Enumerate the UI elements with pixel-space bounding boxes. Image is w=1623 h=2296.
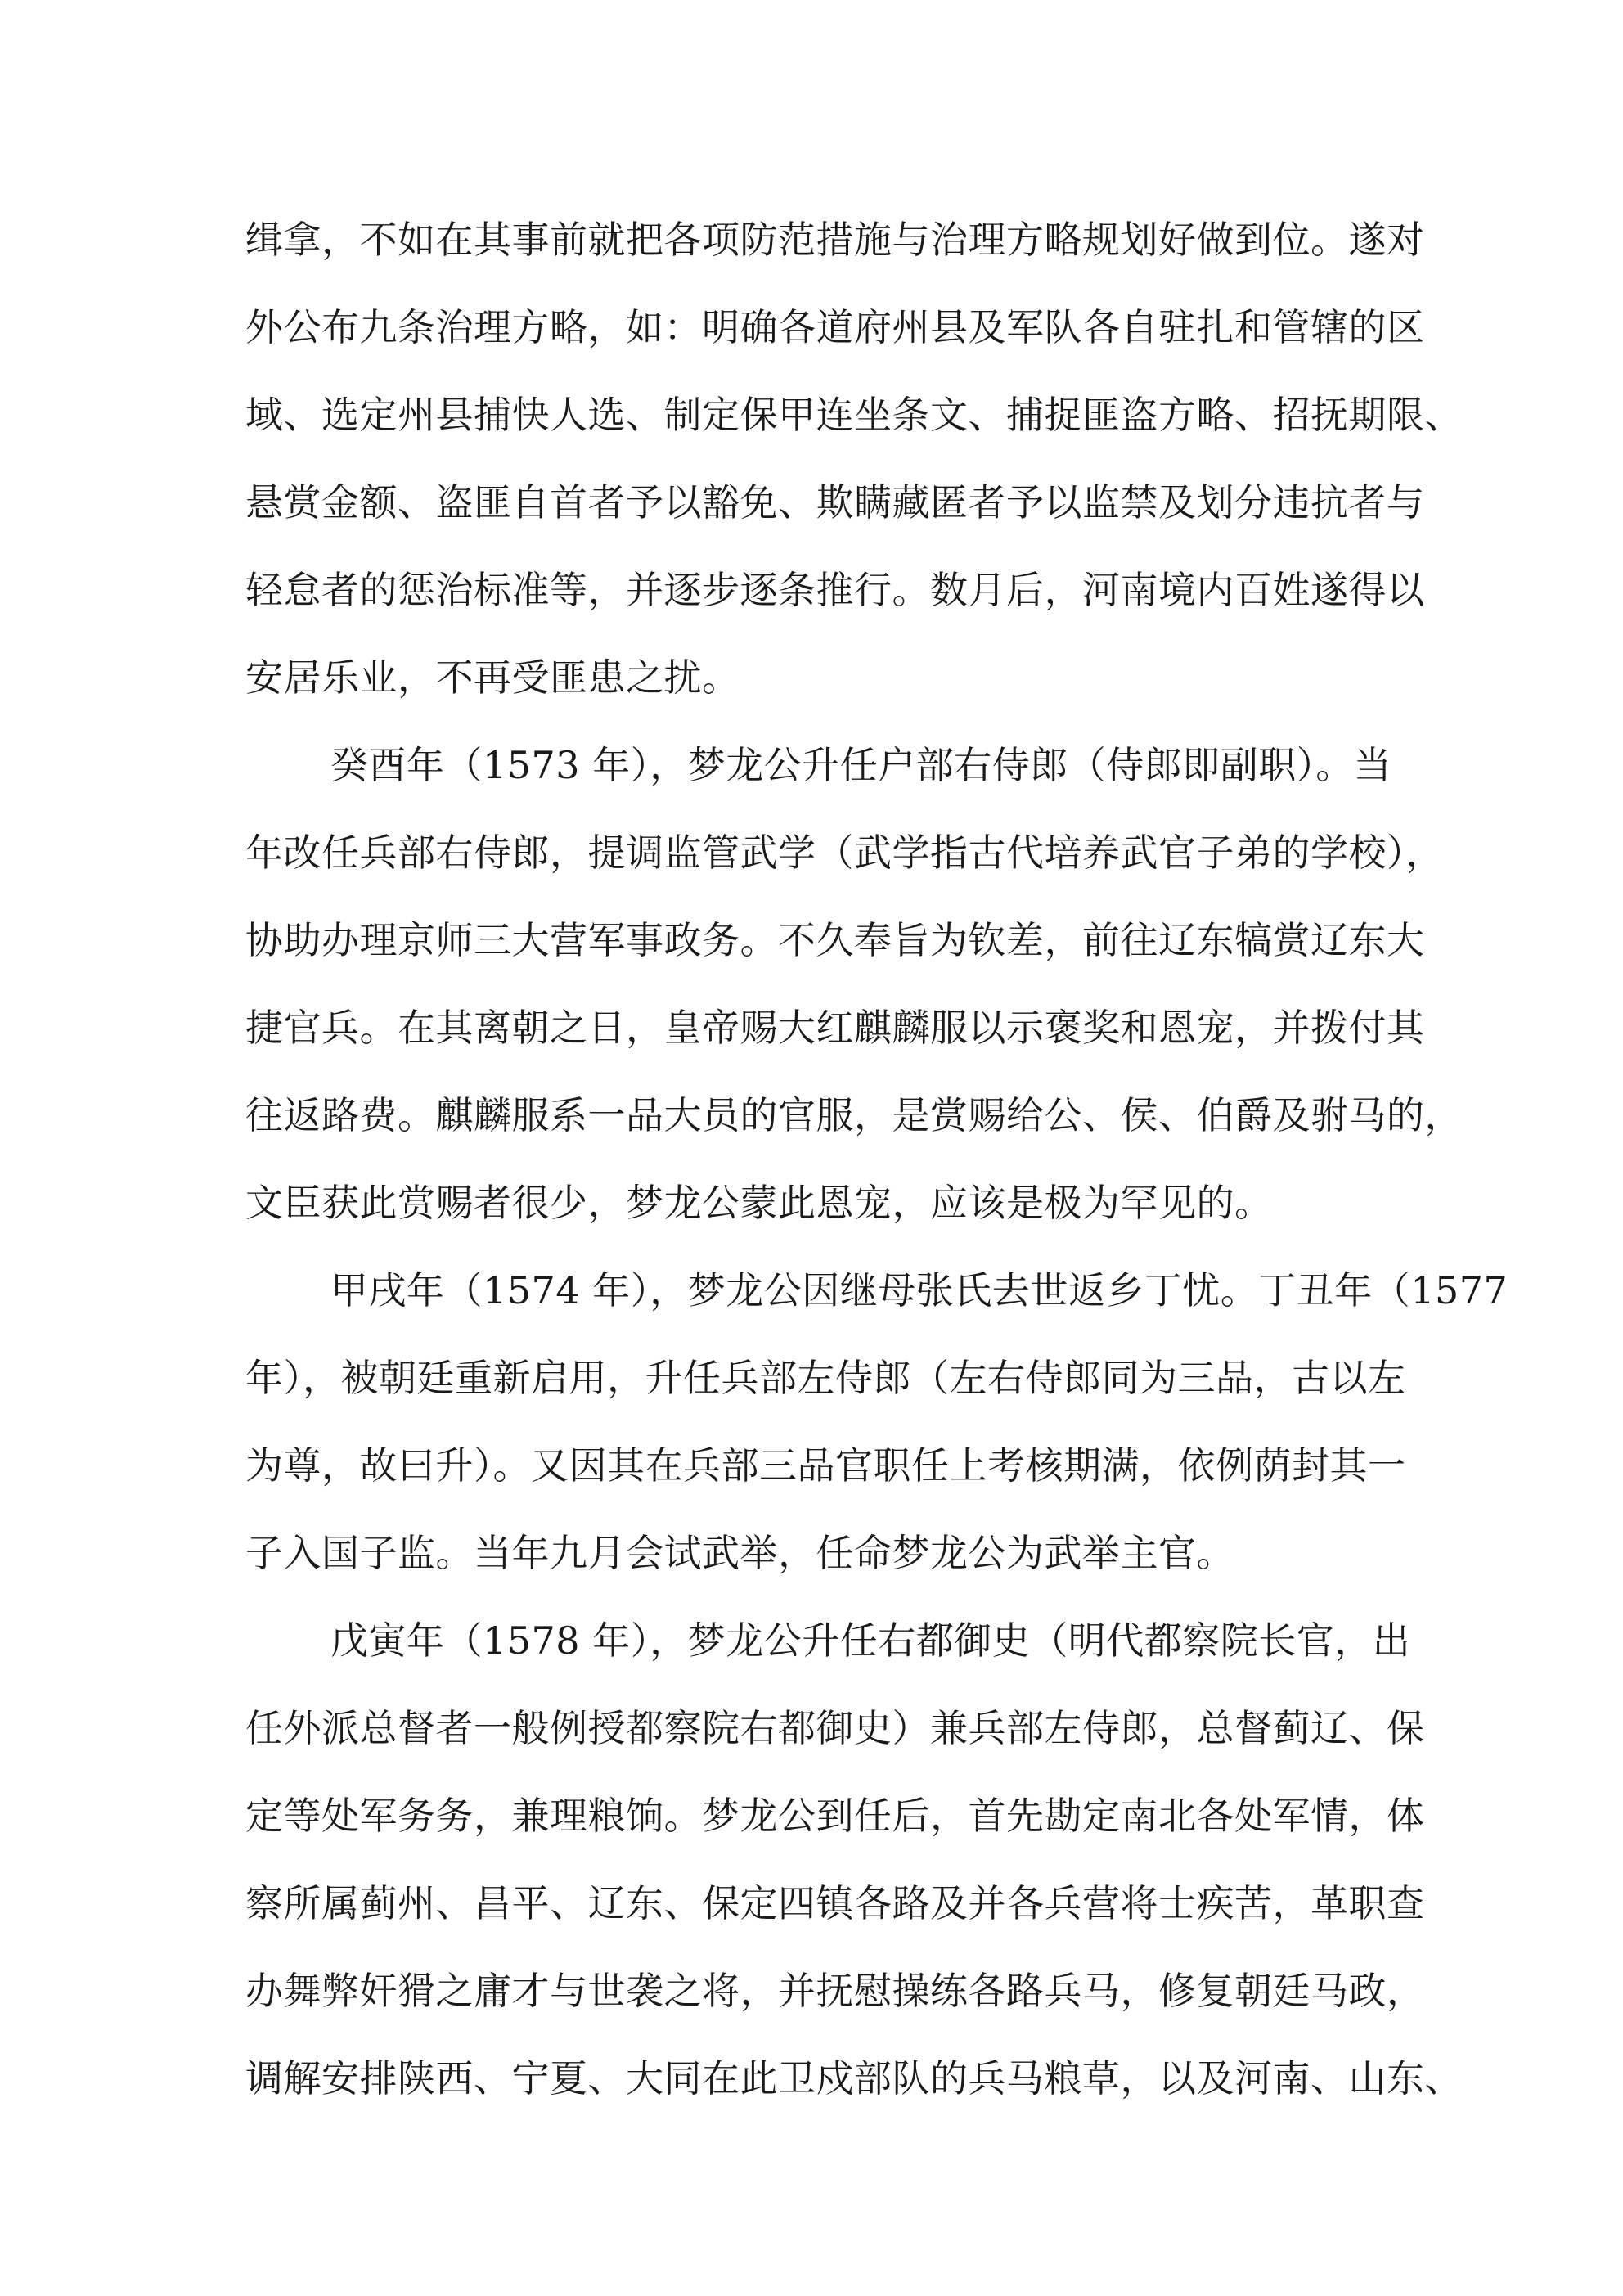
- text-line: 年改任兵部右侍郎，提调监管武学（武学指古代培养武官子弟的学校），: [245, 831, 1444, 875]
- text-line: 察所属蓟州、昌平、辽东、保定四镇各路及并各兵营将士疾苦，革职查: [245, 1881, 1425, 1925]
- text-line: 办舞弊奸猾之庸才与世袭之将，并抚慰操练各路兵马，修复朝廷马政，: [245, 1969, 1425, 2013]
- text-line: 子入国子监。当年九月会试武举，任命梦龙公为武举主官。: [245, 1531, 1234, 1575]
- paragraph-3: [245, 1247, 1508, 1597]
- document-body: [245, 196, 1508, 2123]
- text-line: 缉拿，不如在其事前就把各项防范措施与治理方略规划好做到位。遂对: [245, 218, 1425, 262]
- text-line: 外公布九条治理方略，如：明确各道府州县及军队各自驻扎和管辖的区: [245, 305, 1425, 349]
- text-line: 协助办理京师三大营军事政务。不久奉旨为钦差，前往辽东犒赏辽东大: [245, 918, 1425, 962]
- text-line: 甲戌年（1574 年），梦龙公因继母张氏去世返乡丁忧。丁丑年（1577: [330, 1268, 1508, 1312]
- text-line: 捷官兵。在其离朝之日，皇帝赐大红麒麟服以示褒奖和恩宠，并拨付其: [245, 1006, 1425, 1050]
- text-line: 癸酉年（1573 年），梦龙公升任户部右侍郎（侍郎即副职）。当: [330, 743, 1392, 787]
- paragraph-1: [245, 196, 1463, 722]
- text-line: 定等处军务务，兼理粮饷。梦龙公到任后，首先勘定南北各处军情，体: [245, 1794, 1425, 1838]
- text-line: 安居乐业，不再受匪患之扰。: [245, 655, 740, 700]
- text-line: 调解安排陕西、宁夏、大同在此卫戍部队的兵马粮草，以及河南、山东、: [245, 2056, 1463, 2100]
- text-line: 年），被朝廷重新启用，升任兵部左侍郎（左右侍郎同为三品，古以左: [245, 1356, 1406, 1400]
- text-line: 为尊，故曰升）。又因其在兵部三品官职任上考核期满，依例荫封其一: [245, 1443, 1406, 1488]
- text-line: 戊寅年（1578 年），梦龙公升任右都御史（明代都察院长官，出: [330, 1618, 1411, 1663]
- text-line: 域、选定州县捕快人选、制定保甲连坐条文、捕捉匪盗方略、招抚期限、: [245, 393, 1463, 437]
- text-line: 文臣获此赏赐者很少，梦龙公蒙此恩宠，应该是极为罕见的。: [245, 1181, 1273, 1225]
- paragraph-4: [245, 1597, 1463, 2123]
- text-line: 往返路费。麒麟服系一品大员的官服，是赏赐给公、侯、伯爵及驸马的，: [245, 1093, 1463, 1137]
- paragraph-2: [245, 722, 1463, 1247]
- text-line: 轻怠者的惩治标准等，并逐步逐条推行。数月后，河南境内百姓遂得以: [245, 568, 1425, 612]
- text-line: 任外派总督者一般例授都察院右都御史）兼兵部左侍郎，总督蓟辽、保: [245, 1706, 1425, 1750]
- text-line: 悬赏金额、盗匪自首者予以豁免、欺瞒藏匿者予以监禁及划分违抗者与: [245, 480, 1425, 524]
